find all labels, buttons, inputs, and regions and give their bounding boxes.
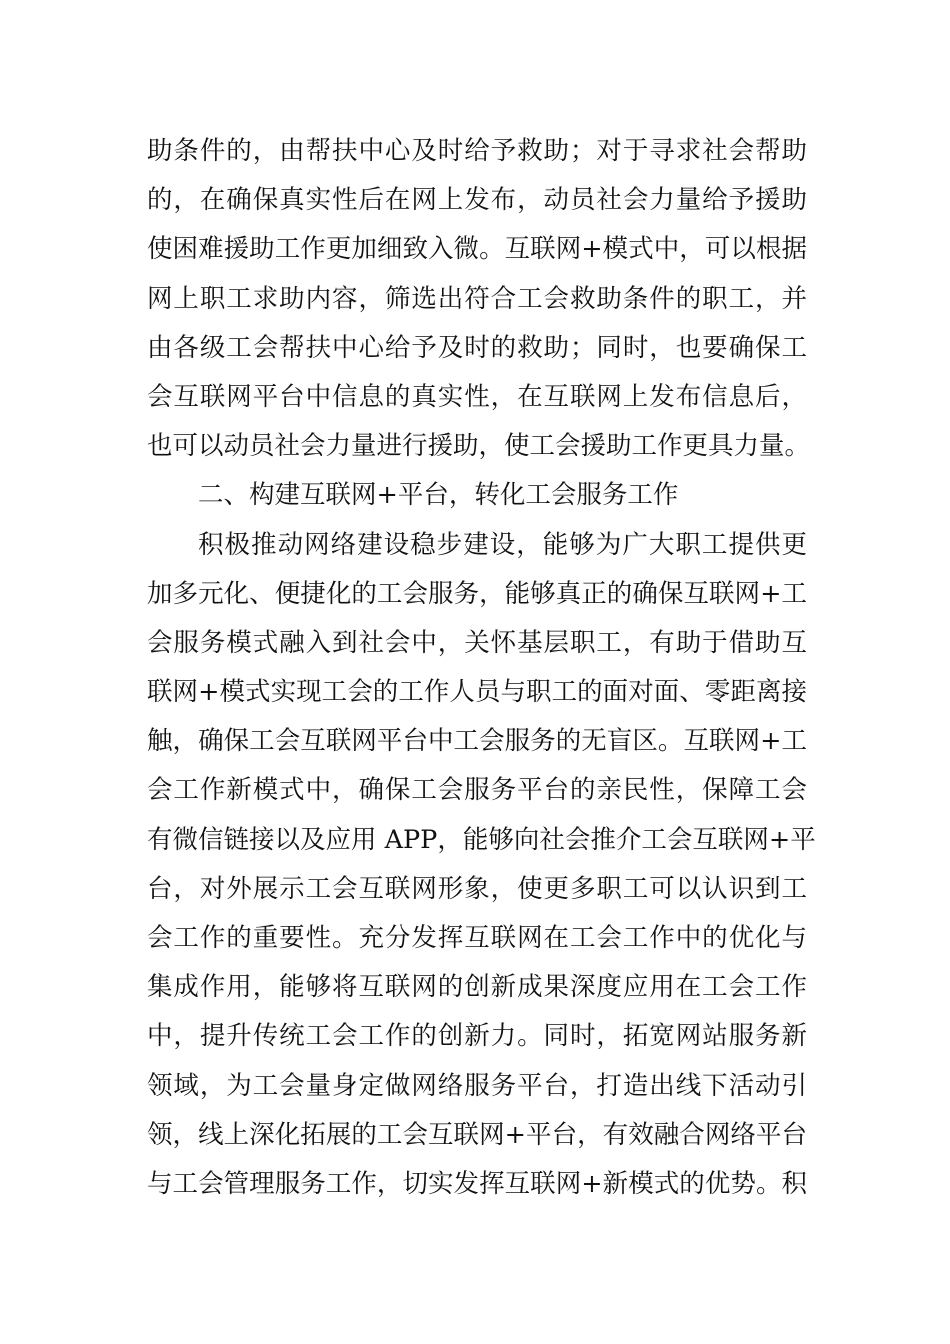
text-line: 会互联网平台中信息的真实性，在互联网上发布信息后， (147, 381, 807, 412)
text-line: 联网+模式实现工会的工作人员与职工的面对面、零距离接 (147, 677, 807, 708)
text-line: 的，在确保真实性后在网上发布，动员社会力量给予援助 (147, 185, 807, 216)
text-line: 会服务模式融入到社会中，关怀基层职工，有助于借助互 (147, 627, 807, 658)
text-line: 中，提升传统工会工作的创新力。同时，拓宽网站服务新 (147, 1021, 807, 1052)
text-line: 会工作的重要性。充分发挥互联网在工会工作中的优化与 (147, 923, 807, 953)
text-line: 积极推动网络建设稳步建设，能够为广大职工提供更 (198, 529, 807, 560)
section-heading: 二、构建互联网+平台，转化工会服务工作 (198, 480, 679, 511)
paragraph-main (147, 521, 816, 1210)
text-line: 有微信链接以及应用 APP，能够向社会推介工会互联网+平 (147, 824, 816, 855)
text-line: 加多元化、便捷化的工会服务，能够真正的确保互联网+工 (147, 578, 807, 609)
text-line: 领，线上深化拓展的工会互联网+平台，有效融合网络平台 (147, 1119, 807, 1150)
document-body (147, 127, 816, 1209)
text-line: 也可以动员社会力量进行援助，使工会援助工作更具力量。 (147, 431, 811, 462)
paragraph-continued (147, 127, 811, 471)
text-line: 触，确保工会互联网平台中工会服务的无盲区。互联网+工 (147, 726, 807, 757)
text-line: 台，对外展示工会互联网形象，使更多职工可以认识到工 (147, 873, 807, 904)
text-line: 使困难援助工作更加细致入微。互联网+模式中，可以根据 (147, 234, 807, 265)
text-line: 与工会管理服务工作，切实发挥互联网+新模式的优势。积 (147, 1168, 807, 1199)
text-line: 集成作用，能够将互联网的创新成果深度应用在工会工作 (147, 972, 807, 1003)
text-line: 会工作新模式中，确保工会服务平台的亲民性，保障工会 (147, 775, 807, 806)
text-line: 网上职工求助内容，筛选出符合工会救助条件的职工，并 (147, 283, 807, 314)
text-line: 由各级工会帮扶中心给予及时的救助；同时，也要确保工 (147, 332, 807, 363)
text-line: 助条件的，由帮扶中心及时给予救助；对于寻求社会帮助 (147, 136, 807, 166)
text-line: 领域，为工会量身定做网络服务平台，打造出线下活动引 (147, 1070, 807, 1101)
